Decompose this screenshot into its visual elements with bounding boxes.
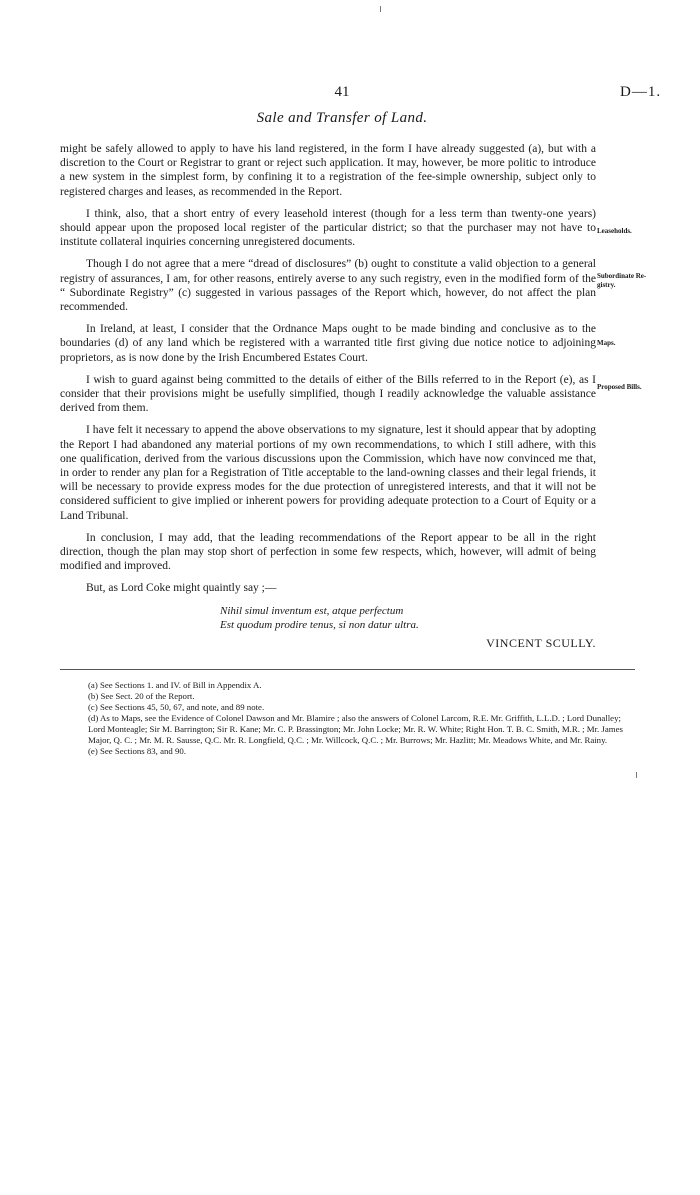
paragraph-6: I have felt it necessary to append the above observations to my signature, lest it should appear that by adopting the Report I had abandoned any material portions of my own recommendations, to which I still adhere, with this one qualification, derived from the various discussions upon the Commission, which have now convinced me that, in order to render any plan for a Registration of Title acceptable to the land-owning classes and their legal friends, it will be necessary to provide express modes for the due protection of unregistered interests, and that it will not be considered sufficient to give implied or inherent powers for providing adequate protection to a Court of Equity or a Land Tribunal. <box>60 424 596 522</box>
scan-mark-right <box>636 772 637 778</box>
paragraph-7: In conclusion, I may add, that the leading recommendations of the Report appear to be all in the right direction, though the plan may stop short of perfection in some few respects, which, however, will admit of being modified and improved. <box>60 531 596 573</box>
scan-mark-top <box>380 6 381 12</box>
paragraph-3: Though I do not agree that a mere “dread of disclosures” (b) ought to constitute a valid objection to a general registry of assurances, I am, for other reasons, entirely averse to any such registry, even in the modified form of the “ Subordinate Registry” (c) suggested in various passages of the Report which, however, do not affect the plan recommended. <box>60 258 596 314</box>
body-text <box>60 142 596 650</box>
page-title: Sale and Transfer of Land. <box>256 110 428 126</box>
latin-quote <box>220 604 596 632</box>
paragraph-8: But, as Lord Coke might quaintly say ;— <box>86 582 277 595</box>
paragraph-2: I think, also, that a short entry of every leasehold interest (though for a less term than twenty-one years) should appear upon the proposed local register of the particular district; so that the purchaser may not have to institute collateral inquiries concerning unregistered documents. <box>60 207 596 249</box>
quote-line-1: Nihil simul inventum est, atque perfectum <box>220 604 404 617</box>
paragraph-1: might be safely allowed to apply to have his land registered, in the form I have already suggested (a), but with a discretion to the Court or Registrar to grant or reject such application. It may, however, be more politic to introduce a new system in the simplest form, by confining it to a registration of the fee-simple ownership, subject only to registered charges and leases, as recommended in the Report. <box>60 143 596 198</box>
quote-line-2: Est quodum prodire tenus, si non datur ultra. <box>220 618 419 631</box>
footnote-e: (e) See Sections 83, and 90. <box>88 746 186 756</box>
margin-note-proposed-bills: Proposed Bills. <box>597 383 642 391</box>
page-number: 41 <box>334 84 350 100</box>
footnote-b: (b) See Sect. 20 of the Report. <box>88 691 195 701</box>
margin-note-maps: Maps. <box>597 339 616 347</box>
footnotes <box>66 680 638 757</box>
page-code: D—1. <box>620 84 662 100</box>
paragraph-4: In Ireland, at least, I consider that the Ordnance Maps ought to be made binding and conclusive as to the boundaries (d) of any land which be registered with a warranted title first giving due notice notice to adjoining proprietors, as is now done by the Irish Encumbered Estates Court. <box>60 323 596 364</box>
footnote-a: (a) See Sections 1. and IV. of Bill in Appendix A. <box>88 680 262 690</box>
footnote-rule <box>60 669 635 670</box>
paragraph-5: I wish to guard against being committed to the details of either of the Bills referred to in the Report (e), as I consider that their provisions might be usefully simplified, though I readily acknowledge the valuable assistance derived from them. <box>60 373 596 415</box>
margin-note-leaseholds: Leaseholds. <box>597 227 632 235</box>
margin-note-registry-cont: gistry. <box>597 281 616 289</box>
margin-note-subordinate-registry: Subordinate Re- <box>597 272 647 280</box>
footnote-c: (c) See Sections 45, 50, 67, and note, and 89 note. <box>88 702 265 712</box>
footnote-d: (d) As to Maps, see the Evidence of Colonel Dawson and Mr. Blamire ; also the answers of Colonel Larcom, R.E. Mr. Griffith, L.L.D. ; Lord Dunalley; Lord Monteagle; Sir M. Barrington; Sir R. Kane; Mr. C. P. Brassington; Mr. John Locke; Mr. R. W. White; Right Hon. T. B. C. Smith, M.R. ; Mr. James Major, Q. C. ; Mr. M. R. Sausse, Q.C. Mr. R. Longfield, Q.C. ; Mr. Willcock, Q.C. ; Mr. Burrows; Mr. Hazlitt; Mr. Meadows White, and Mr. Rainy. <box>88 713 623 745</box>
signature: VINCENT SCULLY. <box>486 635 596 650</box>
